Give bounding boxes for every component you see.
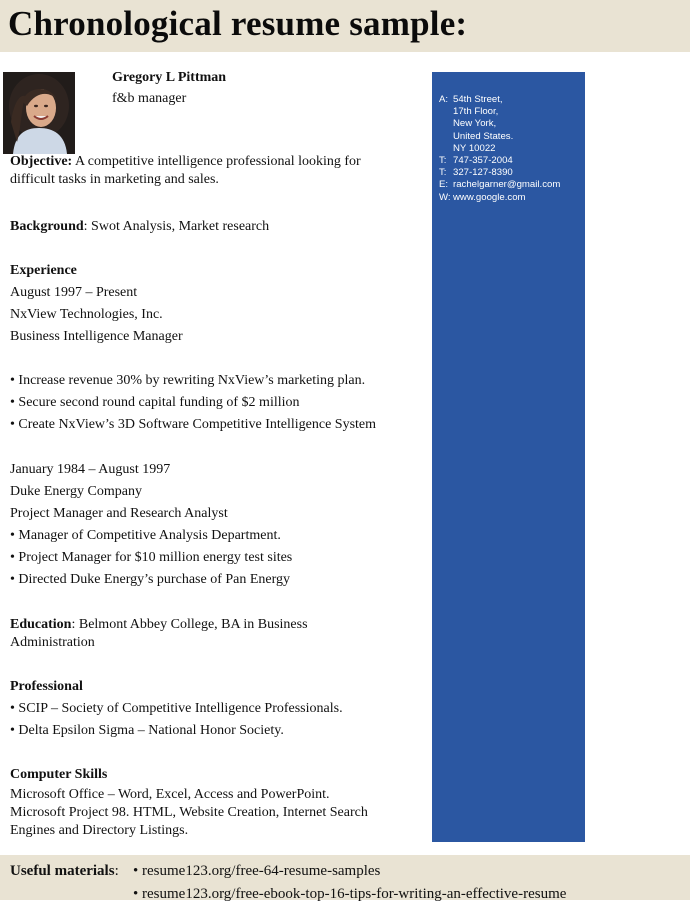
profile-photo [3, 72, 75, 154]
skills-text-2: Microsoft Project 98. HTML, Website Creation, Internet Search [10, 805, 368, 820]
contact-info [439, 94, 560, 204]
contact-key: T: [439, 155, 447, 167]
footer-bar [0, 855, 690, 900]
address-line: 17th Floor, [453, 106, 499, 118]
address-line: New York, [453, 118, 497, 130]
page-title: Chronological resume sample: [8, 4, 468, 43]
job1-bullets [10, 370, 420, 436]
phone-number: 747-357-2004 [453, 155, 513, 167]
address-line: NY 10022 [453, 142, 496, 154]
email-link[interactable]: rachelgarner@gmail.com [453, 179, 561, 191]
contact-key: T: [439, 167, 447, 179]
job1-bullet: • Secure second round capital funding of $2 million [10, 392, 420, 414]
name-block [112, 67, 226, 109]
job2-title: Project Manager and Research Analyst [10, 506, 228, 521]
contact-address [439, 94, 560, 155]
contact-phone-2 [439, 167, 560, 179]
job1-bullet: • Create NxView’s 3D Software Competitive Intelligence System [10, 414, 420, 436]
education-label: Education [10, 617, 72, 632]
skills-section [10, 764, 420, 840]
contact-phone-1 [439, 155, 560, 167]
person-role: f&b manager [112, 91, 187, 106]
resource-link[interactable]: • resume123.org/free-64-resume-samples [133, 863, 381, 879]
address-line: 54th Street, [453, 94, 503, 105]
objective-text-1: A competitive intelligence professional looking for [74, 154, 361, 169]
portrait-image [3, 72, 75, 154]
contact-key: A: [439, 94, 449, 105]
education-section [10, 616, 420, 652]
contact-key: W: [439, 191, 451, 203]
title-bar [0, 0, 690, 52]
professional-bullet: • Delta Epsilon Sigma – National Honor Society. [10, 720, 420, 742]
person-name: Gregory L Pittman [112, 70, 227, 85]
objective-label: Objective: [10, 154, 73, 169]
experience-section [10, 260, 420, 348]
skills-text-3: Engines and Directory Listings. [10, 823, 189, 838]
skills-heading: Computer Skills [10, 767, 108, 782]
job2-company: Duke Energy Company [10, 484, 142, 499]
contact-email [439, 179, 560, 191]
resource-link[interactable]: • resume123.org/free-ebook-top-16-tips-for-writing-an-effective-resume [133, 886, 567, 902]
experience-heading: Experience [10, 263, 77, 278]
job2-bullet: • Manager of Competitive Analysis Department. [10, 525, 420, 547]
background-section [10, 216, 420, 238]
website-link[interactable]: www.google.com [453, 191, 526, 203]
objective-text-2: difficult tasks in marketing and sales. [10, 172, 219, 187]
useful-materials-label: Useful materials: [10, 863, 119, 879]
skills-text-1: Microsoft Office – Word, Excel, Access and PowerPoint. [10, 787, 330, 802]
objective-section [10, 153, 420, 189]
background-label: Background [10, 219, 84, 234]
job1-company: NxView Technologies, Inc. [10, 307, 163, 322]
education-text-2: Administration [10, 635, 95, 650]
job1-title: Business Intelligence Manager [10, 329, 183, 344]
background-text: : Swot Analysis, Market research [83, 219, 270, 234]
professional-bullet: • SCIP – Society of Competitive Intelligence Professionals. [10, 698, 420, 720]
professional-heading: Professional [10, 679, 83, 694]
contact-key: E: [439, 179, 449, 191]
job1-bullet: • Increase revenue 30% by rewriting NxView’s marketing plan. [10, 370, 420, 392]
address-line: United States. [453, 130, 514, 142]
job2 [10, 459, 420, 591]
contact-website [439, 192, 560, 204]
job2-bullet: • Project Manager for $10 million energy test sites [10, 547, 420, 569]
contact-panel [432, 72, 585, 842]
job2-bullet: • Directed Duke Energy’s purchase of Pan Energy [10, 569, 420, 591]
job2-dates: January 1984 – August 1997 [10, 462, 171, 477]
job1-dates: August 1997 – Present [10, 285, 138, 300]
phone-number: 327-127-8390 [453, 167, 513, 179]
professional-section [10, 676, 420, 742]
education-text-1: : Belmont Abbey College, BA in Business [71, 617, 308, 632]
